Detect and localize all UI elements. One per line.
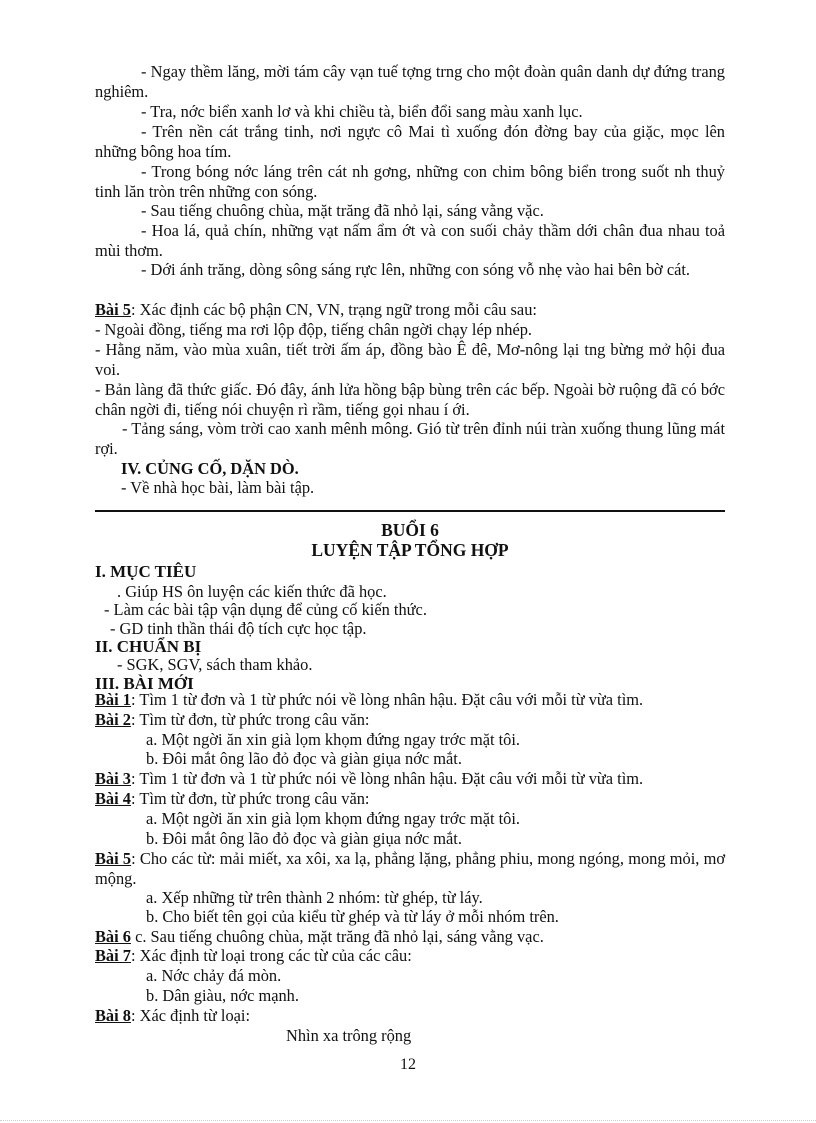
sentence-item: - Về nhà học bài, làm bài tập. xyxy=(121,478,315,497)
poem-line: Nhìn xa trông rộng xyxy=(286,1026,412,1045)
exercise-heading xyxy=(95,849,725,888)
page-number: 12 xyxy=(400,1056,416,1073)
lesson-title: LUYỆN TẬP TỔNG HỢP xyxy=(311,540,509,560)
sub-item: a. Xếp những từ trên thành 2 nhóm: từ ghép, từ láy. xyxy=(146,888,483,907)
sentence-item: - Tảng sáng, vòm trời cao xanh mênh mông. Gió từ trên đỉnh núi tràn xuống thung lũng mát rợi. xyxy=(95,419,725,458)
list-item: - GD tinh thần thái độ tích cực học tập. xyxy=(110,619,367,638)
list-item: - Làm các bài tập vận dụng để củng cố kiến thức. xyxy=(104,600,427,619)
sentence-item: - Dới ánh trăng, dòng sông sáng rực lên, những con sóng vỗ nhẹ vào hai bên bờ cát. xyxy=(141,260,691,279)
exercise-label: Bài 5 xyxy=(95,300,131,319)
exercise-text: : Tìm 1 từ đơn và 1 từ phức nói về lòng nhân hậu. Đặt câu với mỗi từ vừa tìm. xyxy=(130,690,644,709)
exercise-label: Bài 3 xyxy=(95,769,131,788)
exercise-label: Bài 5 xyxy=(95,849,132,868)
exercise-heading xyxy=(95,300,725,320)
sentence-item: - Tra, nớc biển xanh lơ và khi chiều tà, biển đổi sang màu xanh lục. xyxy=(141,102,583,121)
sub-item: a. Một ngời ăn xin già lọm khọm đứng ngay trớc mặt tôi. xyxy=(146,730,521,749)
lesson-number: BUỔI 6 xyxy=(381,520,439,540)
sentence-item: - Ngoài đồng, tiếng ma rơi lộp độp, tiếng chân ngời chạy lép nhép. xyxy=(95,320,533,339)
exercise-text: c. Sau tiếng chuông chùa, mặt trăng đã nhỏ lại, sáng vằng vạc. xyxy=(130,927,544,946)
exercise-label: Bài 7 xyxy=(95,946,131,965)
exercise-text: : Tìm từ đơn, từ phức trong câu văn: xyxy=(130,789,370,808)
sentence-item: - Bản làng đã thức giấc. Đó đây, ánh lửa hồng bập bùng trên các bếp. Ngoài bờ ruộng đã có bớc chân ngời đi, tiếng nói chuyện rì rầm, tiếng gọi nhau í ới. xyxy=(95,380,725,419)
list-item: - SGK, SGV, sách tham khảo. xyxy=(117,655,313,674)
page-edge xyxy=(0,1120,816,1121)
exercise-heading xyxy=(95,690,725,710)
sub-item: a. Nớc chảy đá mòn. xyxy=(146,966,282,985)
divider xyxy=(95,510,725,512)
sentence-item: - Trong bóng nớc láng trên cát nh gơng, những con chim bông biển trong suốt nh thuỷ tinh lăn tròn trên những con sóng. xyxy=(95,162,725,201)
section-heading: III. BÀI MỚI xyxy=(95,674,194,693)
exercise-text: : Tìm từ đơn, từ phức trong câu văn: xyxy=(130,710,370,729)
list-item: . Giúp HS ôn luyện các kiến thức đã học. xyxy=(117,582,387,601)
sentence-item: - Ngay thềm lăng, mời tám cây vạn tuế tợng trng cho một đoàn quân danh dự đứng trang nghiêm. xyxy=(95,62,725,101)
sub-item: b. Đôi mắt ông lão đỏ đọc và giàn giụa nớc mắt. xyxy=(146,829,462,848)
exercise-label: Bài 6 xyxy=(95,927,131,946)
exercise-text: : Tìm 1 từ đơn và 1 từ phức nói về lòng nhân hậu. Đặt câu với mỗi từ vừa tìm. xyxy=(130,769,644,788)
sentence-item: - Sau tiếng chuông chùa, mặt trăng đã nhỏ lại, sáng vằng vặc. xyxy=(141,201,544,220)
exercise-heading xyxy=(95,710,725,730)
section-heading: I. MỤC TIÊU xyxy=(95,562,197,581)
exercise-text: : Xác định từ loại trong các từ của các câu: xyxy=(130,946,412,965)
exercise-heading xyxy=(95,1006,725,1026)
exercise-heading xyxy=(95,769,725,789)
exercise-text: : Xác định từ loại: xyxy=(130,1006,251,1025)
exercise-heading xyxy=(95,789,725,809)
exercise-heading xyxy=(95,946,725,966)
sentence-item: - Hằng năm, vào mùa xuân, tiết trời ấm áp, đồng bào Ê đê, Mơ-nông lại tng bừng mở hội đua voi. xyxy=(95,340,725,379)
exercise-text: : Xác định các bộ phận CN, VN, trạng ngữ trong mỗi câu sau: xyxy=(130,300,537,319)
cung-co-heading: IV. CỦNG CỐ, DẶN DÒ. xyxy=(121,459,299,478)
exercise-label: Bài 2 xyxy=(95,710,131,729)
sub-item: b. Dân giàu, nớc mạnh. xyxy=(146,986,299,1005)
sub-item: b. Cho biết tên gọi của kiểu từ ghép và từ láy ở mỗi nhóm trên. xyxy=(146,907,559,926)
sentence-item: - Trên nền cát trắng tinh, nơi ngực cô Mai tì xuống đón đờng bay của giặc, mọc lên những bông hoa tím. xyxy=(95,122,725,161)
section-heading xyxy=(121,459,725,479)
sub-item: b. Đôi mắt ông lão đỏ đọc và giàn giụa nớc mắt. xyxy=(146,749,462,768)
exercise-label: Bài 1 xyxy=(95,690,131,709)
exercise-heading xyxy=(95,927,725,947)
exercise-text: : Cho các từ: mải miết, xa xôi, xa lạ, phẳng lặng, phẳng phiu, mong ngóng, mong mỏi, mơ mộng. xyxy=(95,849,725,888)
section-heading: II. CHUẨN BỊ xyxy=(95,637,202,656)
exercise-label: Bài 4 xyxy=(95,789,131,808)
sub-item: a. Một ngời ăn xin già lọm khọm đứng ngay trớc mặt tôi. xyxy=(146,809,521,828)
sentence-item: - Hoa lá, quả chín, những vạt nấm ẩm ớt và con suối chảy thầm dới chân đua nhau toả mùi thơm. xyxy=(95,221,725,260)
exercise-label: Bài 8 xyxy=(95,1006,131,1025)
